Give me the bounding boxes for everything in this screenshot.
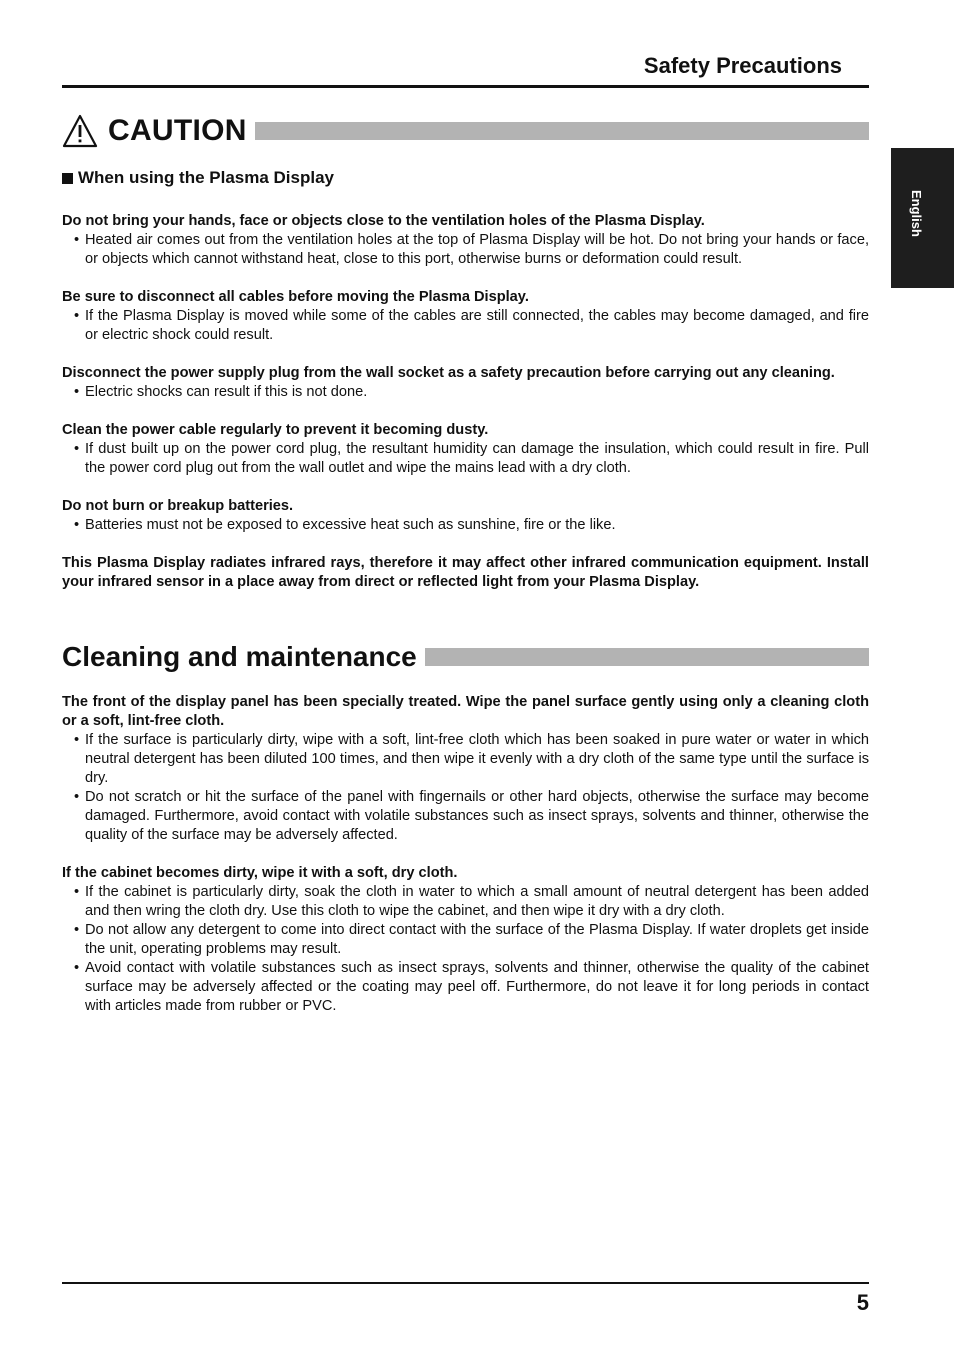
page-number: 5 (856, 1290, 869, 1315)
bullet-item: • If the cabinet is particularly dirty, soak the cloth in water to which a small amount of neutral detergent has been added and then wring the cloth dry. Use this cloth to wipe the cabinet, and then wipe it dry with a dry cloth. (62, 883, 869, 921)
bullet-list (62, 440, 869, 478)
square-bullet-icon (62, 173, 73, 184)
header-title: Safety Precautions (643, 53, 842, 78)
warning-triangle-icon (62, 114, 98, 148)
precaution-heading: The front of the display panel has been specially treated. Wipe the panel surface gently using only a cleaning cloth or a soft, lint-free cloth. (62, 694, 869, 729)
caution-heading (62, 110, 869, 152)
cleaning-title: Cleaning and maintenance (62, 641, 417, 672)
cleaning-heading-bar (425, 648, 869, 666)
precaution-block (62, 212, 869, 269)
bullet-list (62, 231, 869, 269)
bullet-list (62, 883, 869, 1016)
precaution-heading: Do not burn or breakup batteries. (62, 498, 294, 514)
bullet-item: • Do not allow any detergent to come into direct contact with the surface of the Plasma Display. If water droplets get inside the unit, operating problems may result. (62, 921, 869, 959)
bullet-list (62, 516, 869, 535)
bullet-list (62, 731, 869, 845)
precaution-block (62, 497, 869, 535)
bullet-item: • Batteries must not be exposed to excessive heat such as sunshine, fire or the like. (62, 516, 869, 535)
language-tab (891, 148, 954, 288)
caution-subheading (62, 168, 334, 188)
precaution-block (62, 693, 869, 845)
bullet-list (62, 383, 869, 402)
bullet-item: • If dust built up on the power cord plug, the resultant humidity can damage the insulation, which could result in fire. Pull the power cord plug out from the wall outlet and wipe the mains lead with a dry cloth. (62, 440, 869, 478)
precaution-heading: Do not bring your hands, face or objects close to the ventilation holes of the Plasma Display. (62, 213, 705, 229)
precaution-block (62, 288, 869, 345)
language-tab-label: English (909, 190, 924, 237)
precaution-block (62, 864, 869, 1016)
precaution-heading: Disconnect the power supply plug from the wall socket as a safety precaution before carrying out any cleaning. (62, 365, 835, 381)
bullet-item: • If the Plasma Display is moved while some of the cables are still connected, the cables may become damaged, and fire or electric shock could result. (62, 307, 869, 345)
precaution-heading: This Plasma Display radiates infrared rays, therefore it may affect other infrared communication equipment. Install your infrared sensor in a place away from direct or reflected light from your Plasma Display. (62, 555, 869, 590)
precaution-block (62, 421, 869, 478)
precaution-block (62, 364, 869, 402)
precaution-heading: Clean the power cable regularly to prevent it becoming dusty. (62, 422, 489, 438)
bullet-item: • Electric shocks can result if this is not done. (62, 383, 869, 402)
bullet-item: • If the surface is particularly dirty, wipe with a soft, lint-free cloth which has been soaked in pure water or water in which neutral detergent has been diluted 100 times, and then wipe it evenly with a dry cloth of the same type until the surface is dry. (62, 731, 869, 788)
cleaning-heading (62, 636, 869, 678)
page-header (62, 52, 869, 88)
page-footer (62, 1282, 869, 1315)
caution-subheading-text: When using the Plasma Display (78, 168, 335, 187)
caution-title: CAUTION (108, 114, 247, 147)
precaution-block (62, 554, 869, 592)
caution-heading-bar (255, 122, 869, 140)
bullet-item: • Heated air comes out from the ventilation holes at the top of Plasma Display will be hot. Do not bring your hands or face, or objects which cannot withstand heat, close to this port, otherwise burns or deformation could result. (62, 231, 869, 269)
precaution-heading: Be sure to disconnect all cables before moving the Plasma Display. (62, 289, 529, 305)
bullet-item: • Do not scratch or hit the surface of the panel with fingernails or other hard objects, otherwise the surface may become damaged. Furthermore, avoid contact with volatile substances such as insect sprays, solvents and thinner, otherwise the quality of the surface may be adversely affected. (62, 788, 869, 845)
precaution-heading: If the cabinet becomes dirty, wipe it with a soft, dry cloth. (62, 865, 458, 881)
cleaning-content (62, 693, 869, 1035)
bullet-item: • Avoid contact with volatile substances such as insect sprays, solvents and thinner, otherwise the quality of the cabinet surface may be adversely affected or the coating may peel off. Furthermore, do not leave it for long periods in contact with articles made from rubber or PVC. (62, 959, 869, 1016)
bullet-list (62, 307, 869, 345)
caution-content (62, 212, 869, 611)
